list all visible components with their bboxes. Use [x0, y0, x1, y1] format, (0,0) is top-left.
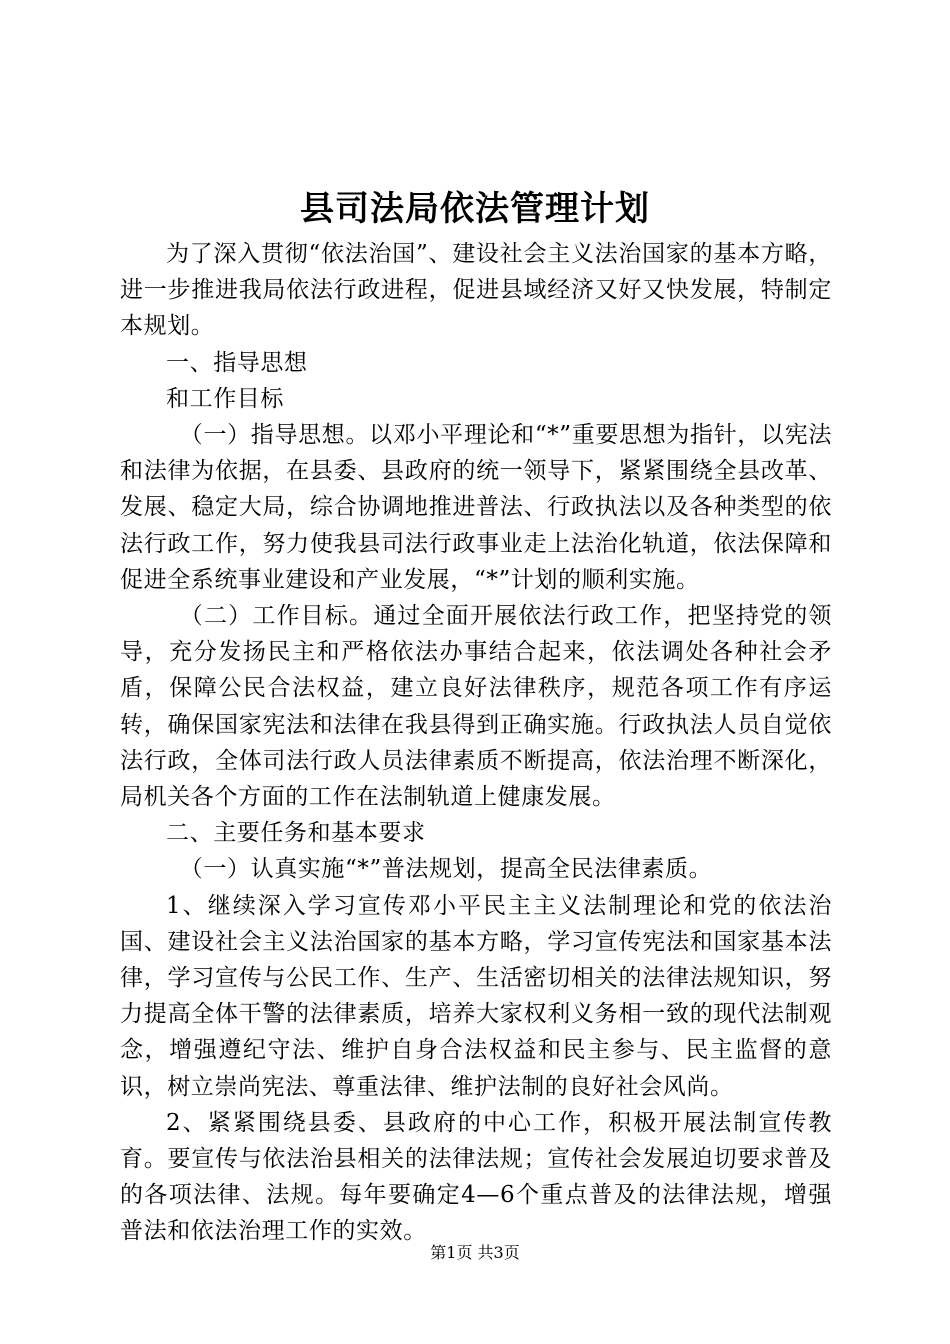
paragraph-item-2: 2、紧紧围绕县委、县政府的中心工作，积极开展法制宣传教育。要宣传与依法治县相关的法律法规；宣传社会发展迫切要求普及的各项法律、法规。每年要确定4—6个重点普及的法律法规，增强普法和依法治理工作的实效。	[120, 1109, 832, 1245]
paragraph-intro: 为了深入贯彻“依法治国”、建设社会主义法治国家的基本方略，进一步推进我局依法行政进程，促进县域经济又好又快发展，特制定本规划。	[120, 241, 832, 340]
heading-work-goals: 和工作目标	[166, 385, 284, 412]
page-footer: 第1页 共3页	[430, 1243, 520, 1262]
document-title: 县司法局依法管理计划	[300, 189, 650, 229]
paragraph-item-1: 1、继续深入学习宣传邓小平民主主义法制理论和党的依法治国、建设社会主义法治国家的基本方略，学习宣传宪法和国家基本法律，学习宣传与公民工作、生产、生活密切相关的法律法规知识，努力提高全体干警的法律素质，培养大家权利义务相一致的现代法制观念，增强遵纪守法、维护自身合法权益和民主参与、民主监督的意识，树立崇尚宪法、尊重法律、维护法制的良好社会风尚。	[120, 892, 832, 1100]
paragraph-guiding-ideology: （一）指导思想。以邓小平理论和“*”重要思想为指针，以宪法和法律为依据，在县委、县政府的统一领导下，紧紧围绕全县改革、发展、稳定大局，综合协调地推进普法、行政执法以及各种类型的依法行政工作，努力使我县司法行政事业走上法治化轨道，依法保障和促进全系统事业建设和产业发展，“*”计划的顺利实施。	[120, 422, 832, 593]
heading-main-tasks: 二、主要任务和基本要求	[166, 820, 426, 847]
subheading-legal-education: （一）认真实施“*”普法规划，提高全民法律素质。	[179, 856, 713, 883]
document-body	[120, 236, 832, 1250]
paragraph-work-goals: （二）工作目标。通过全面开展依法行政工作，把坚持党的领导，充分发扬民主和严格依法办事结合起来，依法调处各种社会矛盾，保障公民合法权益，建立良好法律秩序，规范各项工作有序运转，确保国家宪法和法律在我县得到正确实施。行政执法人员自觉依法行政，全体司法行政人员法律素质不断提高，依法治理不断深化，局机关各个方面的工作在法制轨道上健康发展。	[120, 603, 832, 811]
heading-guiding-ideology: 一、指导思想	[166, 349, 308, 376]
